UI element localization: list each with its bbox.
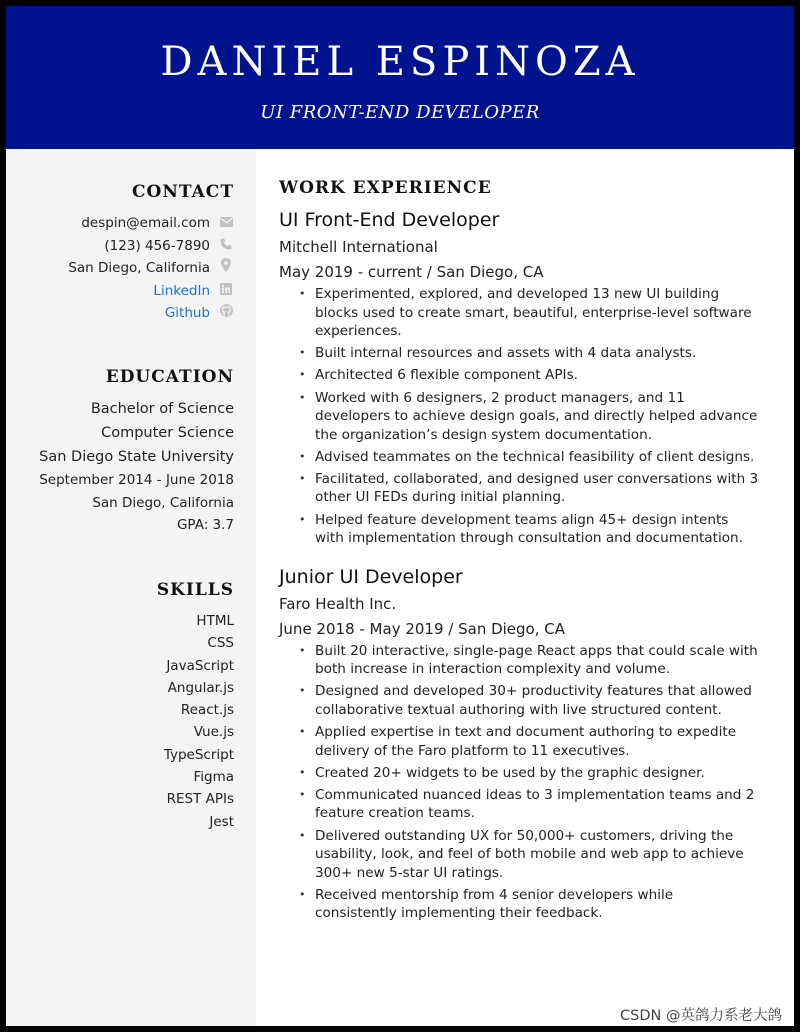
- candidate-title: UI FRONT-END DEVELOPER: [260, 102, 540, 123]
- education-heading: EDUCATION: [105, 367, 234, 387]
- education-dates: September 2014 - June 2018: [39, 472, 234, 488]
- job-title: UI Front-End Developer: [279, 209, 500, 231]
- skill-item: JavaScript: [166, 657, 234, 674]
- job-bullet: • Architected 6 flexible component APIs.: [315, 366, 759, 385]
- github-icon[interactable]: [218, 303, 234, 326]
- job-bullet: • Delivered outstanding UX for 50,000+ customers, driving the usability, look, and feel of both mobile and web app to achieve 300+ new 5-star UI ratings.: [315, 827, 759, 883]
- candidate-name: DANIEL ESPINOZA: [160, 39, 640, 85]
- job-bullet: • Worked with 6 designers, 2 product managers, and 11 developers to achieve design goals, and directly helped advance the organization’s design system documentation.: [315, 389, 759, 445]
- job-bullet: • Experimented, explored, and developed 13 new UI building blocks used to create smart, beautiful, enterprise-level software experiences.: [315, 285, 759, 341]
- linkedin-link[interactable]: LinkedIn: [153, 282, 210, 299]
- contact-heading: CONTACT: [132, 182, 234, 202]
- education-gpa: GPA: 3.7: [176, 517, 234, 533]
- skill-item: CSS: [207, 635, 234, 652]
- job-bullet: • Communicated nuanced ideas to 3 implementation teams and 2 feature creation teams.: [315, 786, 759, 823]
- skills-section: [14, 580, 234, 833]
- resume-page: [6, 6, 794, 1026]
- location-text: San Diego, California: [68, 260, 210, 276]
- job-bullet: • Built 20 interactive, single-page React apps that could scale with both increase in interaction complexity and volume.: [315, 642, 759, 679]
- skill-item: TypeScript: [163, 746, 234, 763]
- job-company: Faro Health Inc.: [279, 594, 397, 613]
- github-link[interactable]: Github: [164, 305, 210, 321]
- watermark-text: CSDN @英鸽力系老大鸽: [620, 1008, 782, 1024]
- education-section: [14, 367, 234, 537]
- contact-location: [14, 257, 234, 280]
- job-bullets: [279, 642, 759, 923]
- contact-email: [14, 212, 234, 235]
- job-bullet: • Applied expertise in text and document authoring to expedite delivery of the Faro platform to 11 executives.: [315, 723, 759, 760]
- job-entry: [279, 565, 759, 923]
- skill-item: Figma: [193, 769, 234, 786]
- education-degree: Bachelor of Science: [90, 401, 234, 417]
- skill-item: Angular.js: [167, 679, 234, 696]
- phone-text: (123) 456-7890: [104, 237, 210, 254]
- job-dates: May 2019 - current / San Diego, CA: [279, 263, 544, 281]
- skill-item: React.js: [180, 702, 234, 719]
- contact-linkedin[interactable]: [14, 280, 234, 303]
- contact-section: [14, 182, 234, 325]
- skill-item: Vue.js: [193, 724, 234, 741]
- phone-icon: [218, 236, 234, 259]
- skills-heading: SKILLS: [156, 580, 234, 600]
- skill-item: REST APIs: [166, 791, 234, 808]
- contact-phone: [14, 235, 234, 258]
- envelope-icon: [218, 213, 234, 236]
- job-bullet: • Facilitated, collaborated, and designed user conversations with 3 other UI FEDs during initial planning.: [315, 470, 759, 507]
- work-experience-section: [279, 178, 759, 926]
- resume-header: [6, 6, 794, 149]
- job-bullet: • Helped feature development teams align 45+ design intents with implementation through consultation and documentation.: [315, 511, 759, 548]
- skill-item: Jest: [209, 813, 234, 830]
- job-title: Junior UI Developer: [279, 565, 463, 588]
- job-bullet: • Received mentorship from 4 senior developers while consistently implementing their feedback.: [315, 886, 759, 923]
- job-entry: [279, 208, 759, 548]
- education-school: San Diego State University: [39, 449, 234, 465]
- job-bullet: • Designed and developed 30+ productivity features that allowed collaborative textual authoring with live structured content.: [315, 682, 759, 719]
- job-company: Mitchell International: [279, 238, 438, 256]
- email-text: despin@email.com: [81, 215, 210, 231]
- education-location: San Diego, California: [92, 494, 234, 511]
- job-bullet: • Created 20+ widgets to be used by the graphic designer.: [315, 764, 759, 783]
- linkedin-icon[interactable]: [218, 281, 234, 304]
- education-major: Computer Science: [101, 425, 234, 441]
- job-bullet: • Advised teammates on the technical feasibility of client designs.: [315, 448, 759, 467]
- contact-github[interactable]: [14, 302, 234, 325]
- job-dates: June 2018 - May 2019 / San Diego, CA: [279, 619, 566, 638]
- job-bullets: [279, 285, 759, 548]
- job-bullet: • Built internal resources and assets with 4 data analysts.: [315, 344, 759, 363]
- sidebar: [6, 149, 256, 1026]
- work-heading: WORK EXPERIENCE: [279, 178, 492, 198]
- map-pin-icon: [218, 258, 234, 281]
- skill-item: HTML: [196, 613, 234, 629]
